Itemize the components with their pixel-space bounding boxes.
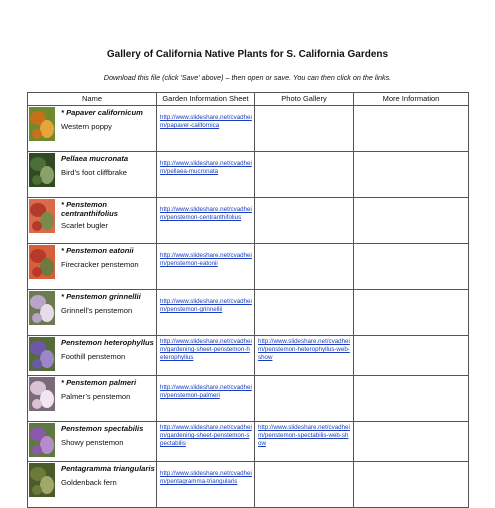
garden-sheet-link[interactable]: http://www.slideshare.net/cvadhei m/pellaea-mucronata (160, 160, 252, 175)
table-row (28, 290, 469, 336)
plant-name-cell (28, 152, 157, 198)
garden-sheet-link[interactable]: http://www.slideshare.net/cvadhei m/penstemon-eatonii (160, 252, 252, 267)
more-info-cell (354, 152, 469, 198)
photo-gallery-cell (255, 152, 354, 198)
photo-gallery-cell (255, 198, 354, 244)
scientific-name: Penstemon spectabilis (61, 424, 144, 433)
scientific-name: * Penstemon grinnellii (61, 292, 141, 301)
garden-sheet-link[interactable]: http://www.slideshare.net/cvadhei m/penstemon-centranthifolius (160, 206, 252, 221)
more-info-cell (354, 462, 469, 508)
common-name: Goldenback fern (61, 478, 117, 487)
scientific-name: Pentagramma triangularis (61, 464, 155, 473)
garden-sheet-cell (157, 376, 255, 422)
garden-sheet-cell (157, 422, 255, 462)
garden-sheet-cell (157, 106, 255, 152)
photo-gallery-cell (255, 462, 354, 508)
photo-gallery-link[interactable]: http://www.slideshare.net/cvadhei m/penstemon-heterophyllus-web-show (258, 338, 350, 361)
plant-photo-thumbnail (29, 245, 55, 279)
common-name: Firecracker penstemon (61, 260, 139, 269)
plant-name-cell (28, 290, 157, 336)
scientific-name: * Penstemon centranthifolius (61, 200, 118, 218)
common-name: Palmer’s penstemon (61, 392, 131, 401)
more-info-cell (354, 422, 469, 462)
photo-gallery-cell (255, 422, 354, 462)
common-name: Showy penstemon (61, 438, 124, 447)
plant-table (27, 92, 469, 508)
page-subtitle: Download this file (click 'Save' above) – then open or save. You can then click on the links. (103, 73, 392, 82)
garden-sheet-cell (157, 152, 255, 198)
garden-sheet-cell (157, 290, 255, 336)
more-info-cell (354, 336, 469, 376)
table-row (28, 422, 469, 462)
more-info-cell (354, 106, 469, 152)
garden-sheet-cell (157, 336, 255, 376)
photo-gallery-cell (255, 290, 354, 336)
photo-gallery-link[interactable]: http://www.slideshare.net/cvadhei m/penstemon-spectabilis-web-show (258, 424, 350, 447)
page-title: Gallery of California Native Plants for S. California Gardens (106, 49, 389, 60)
table-row (28, 106, 469, 152)
table-row (28, 244, 469, 290)
table-row (28, 152, 469, 198)
garden-sheet-cell (157, 244, 255, 290)
more-info-cell (354, 376, 469, 422)
plant-photo-thumbnail (29, 153, 55, 187)
common-name: Western poppy (61, 122, 112, 131)
scientific-name: * Penstemon palmeri (61, 378, 137, 387)
plant-name-cell (28, 244, 157, 290)
column-header-name: Name (28, 93, 157, 106)
photo-gallery-cell (255, 106, 354, 152)
plant-name-cell (28, 376, 157, 422)
garden-sheet-link[interactable]: http://www.slideshare.net/cvadhei m/gardening-sheet-penstemon-heterophyllus (160, 338, 252, 361)
garden-sheet-link[interactable]: http://www.slideshare.net/cvadhei m/penstemon-grinnellii (160, 298, 252, 313)
table-row (28, 336, 469, 376)
table-row (28, 462, 469, 508)
plant-photo-thumbnail (29, 291, 55, 325)
plant-name-cell (28, 422, 157, 462)
column-header-more-info: More Information (354, 93, 469, 106)
photo-gallery-cell (255, 244, 354, 290)
plant-photo-thumbnail (29, 337, 55, 371)
table-row (28, 198, 469, 244)
common-name: Grinnell’s penstemon (61, 306, 133, 315)
garden-sheet-link[interactable]: http://www.slideshare.net/cvadhei m/gardening-sheet-penstemon-spectabilis (160, 424, 252, 447)
header-row (28, 93, 469, 106)
plant-name-cell (28, 198, 157, 244)
more-info-cell (354, 244, 469, 290)
plant-name-cell (28, 336, 157, 376)
column-header-photo-gallery: Photo Gallery (255, 93, 354, 106)
scientific-name: * Papaver californicum (61, 108, 143, 117)
more-info-cell (354, 290, 469, 336)
plant-photo-thumbnail (29, 423, 55, 457)
garden-sheet-link[interactable]: http://www.slideshare.net/cvadhei m/penstemon-palmeri (160, 384, 252, 399)
garden-sheet-link[interactable]: http://www.slideshare.net/cvadhei m/pentagramma-triangularis (160, 470, 252, 485)
photo-gallery-cell (255, 336, 354, 376)
plant-photo-thumbnail (29, 107, 55, 141)
garden-sheet-link[interactable]: http://www.slideshare.net/cvadhei m/papaver-californica (160, 114, 252, 129)
common-name: Foothill penstemon (61, 352, 126, 361)
plant-photo-thumbnail (29, 199, 55, 233)
scientific-name: Pellaea mucronata (61, 154, 129, 163)
photo-gallery-cell (255, 376, 354, 422)
plant-name-cell (28, 462, 157, 508)
more-info-cell (354, 198, 469, 244)
common-name: Bird’s foot cliffbrake (61, 168, 127, 177)
plant-photo-thumbnail (29, 463, 55, 497)
table-row (28, 376, 469, 422)
plant-name-cell (28, 106, 157, 152)
scientific-name: * Penstemon eatonii (61, 246, 134, 255)
scientific-name: Penstemon heterophyllus (61, 338, 154, 347)
garden-sheet-cell (157, 198, 255, 244)
common-name: Scarlet bugler (61, 221, 108, 230)
column-header-garden-sheet: Garden Information Sheet (157, 93, 255, 106)
garden-sheet-cell (157, 462, 255, 508)
plant-photo-thumbnail (29, 377, 55, 411)
